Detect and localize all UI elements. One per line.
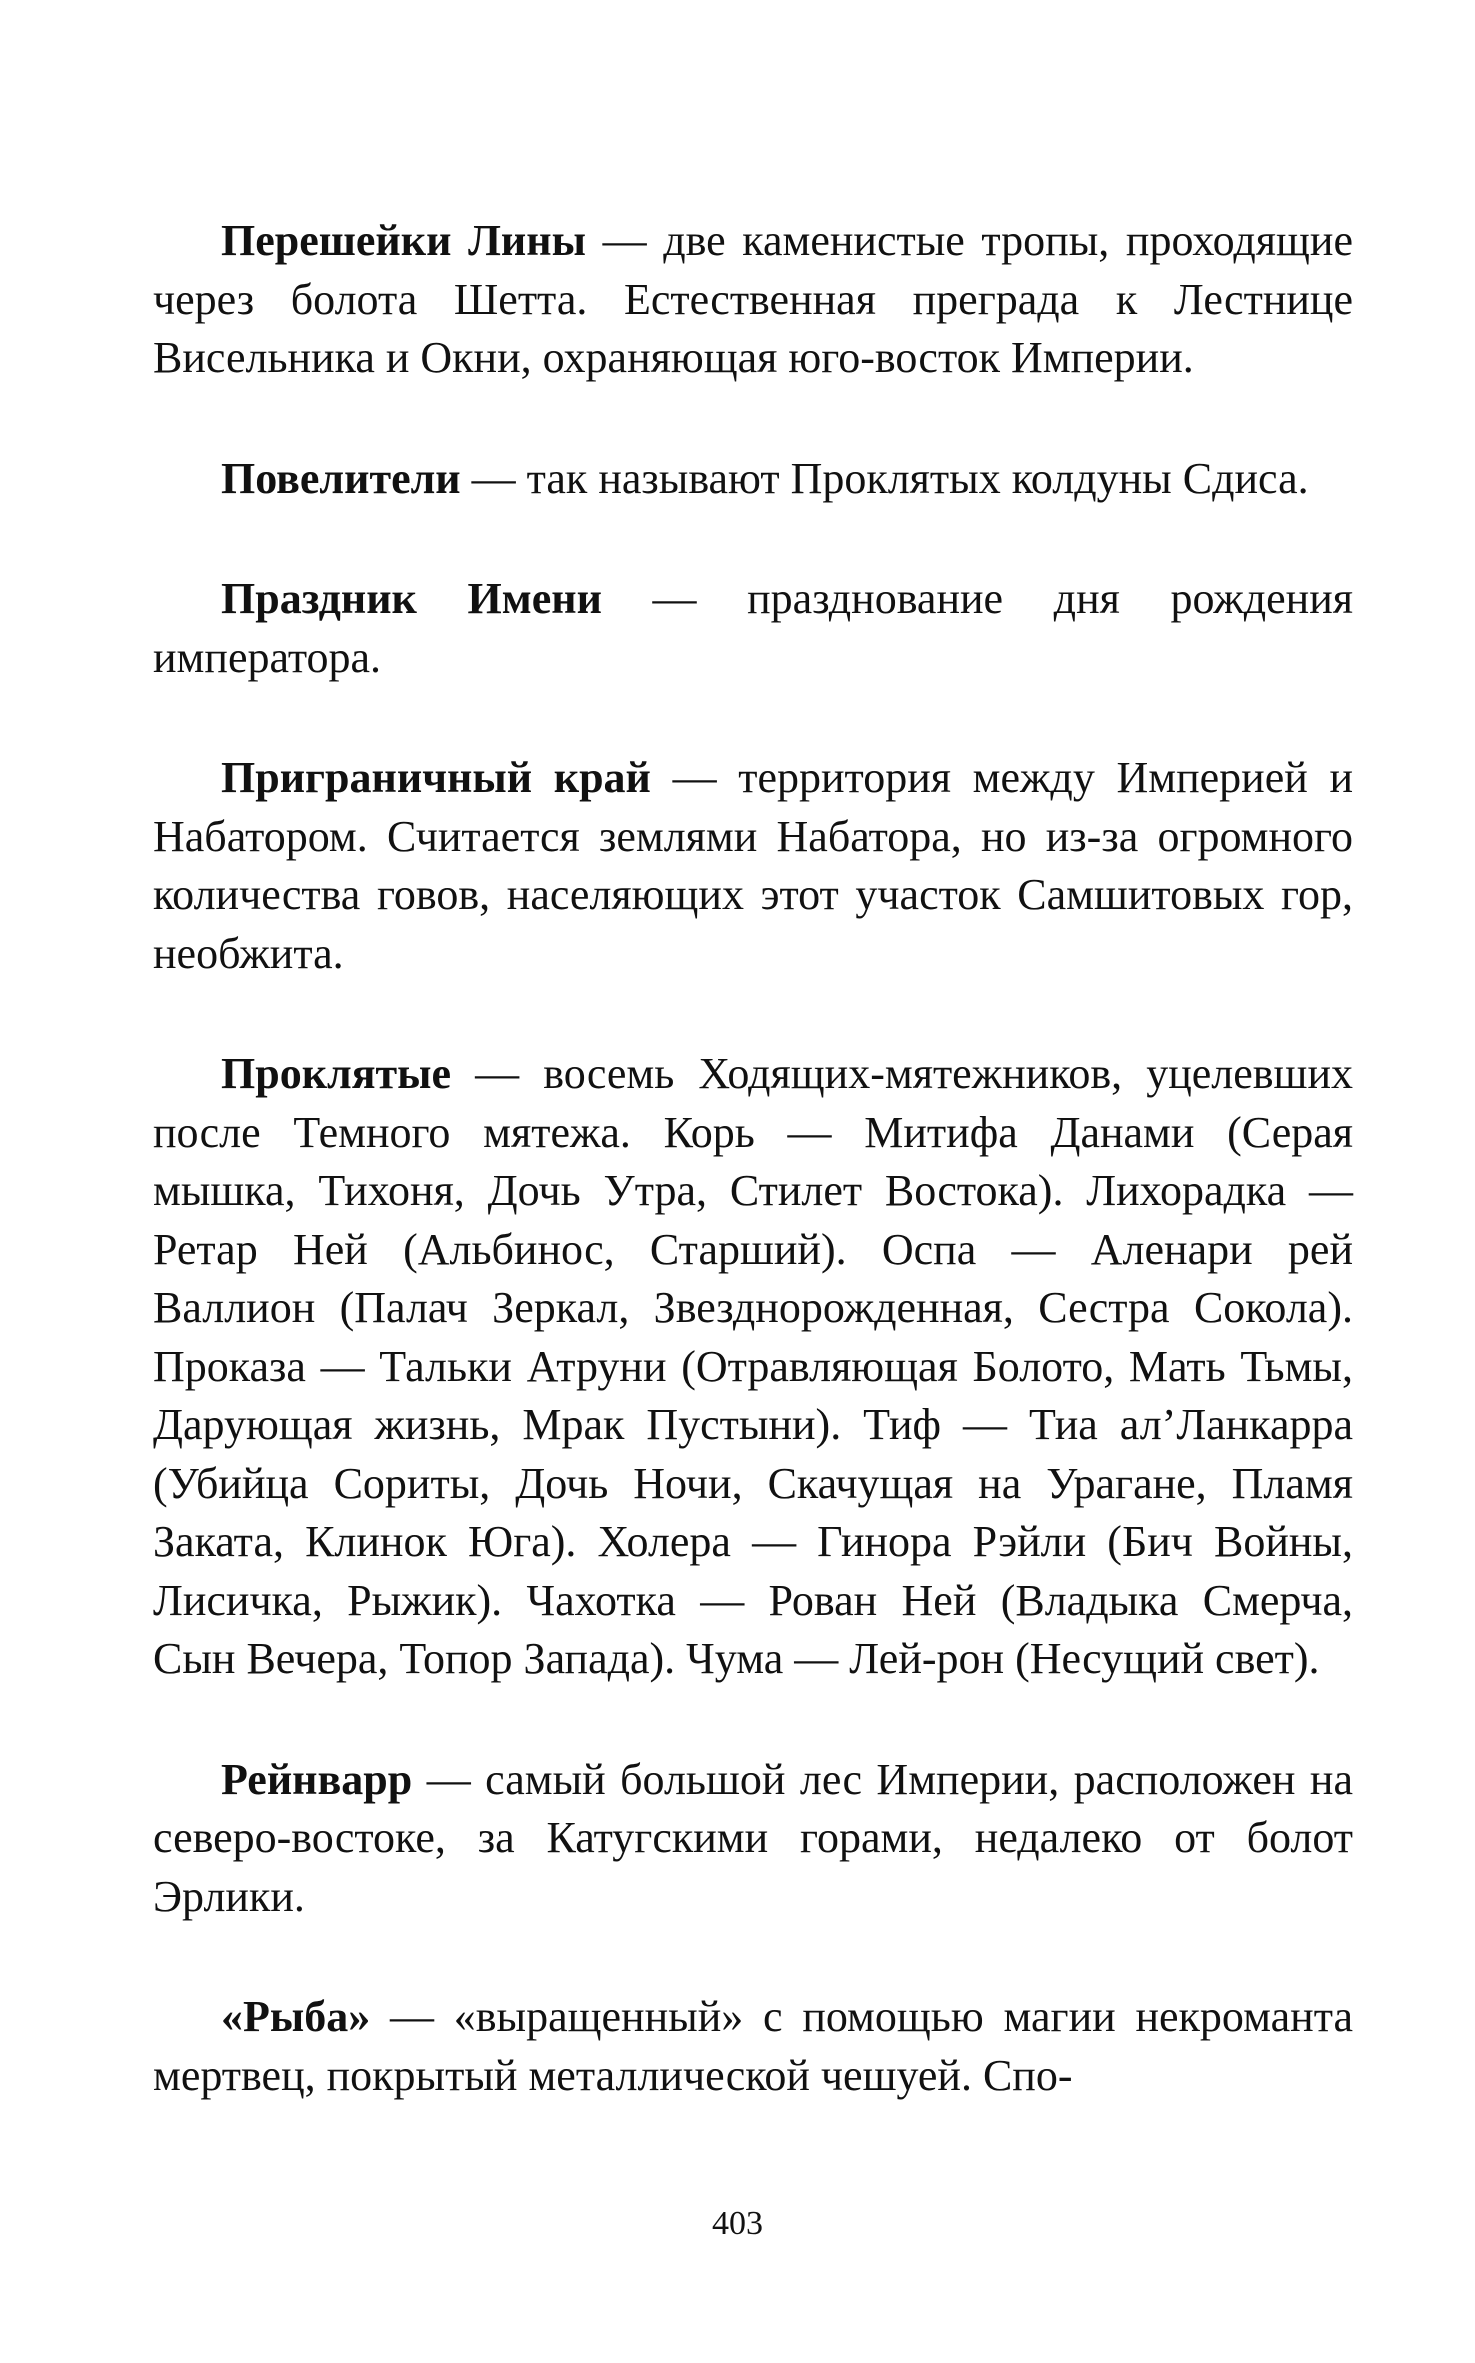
glossary-entry (153, 1751, 1353, 1927)
page-content (153, 212, 1353, 2167)
page-number: 403 (712, 2205, 763, 2242)
glossary-entry (153, 570, 1353, 687)
entry-term: Рейнварр (221, 1754, 413, 1804)
entry-term: Приграничный край (221, 753, 651, 802)
entry-text: — две каменистые тропы, проходящие через болота Шетта. Естественная преграда к Лестнице Висельника и Окни, охраняющая юго-восток Империи. (153, 216, 1353, 382)
entry-text: — самый большой лес Империи, расположен на северо-востоке, за Катугскими горами, недалеко от болот Эрлики. (153, 1754, 1353, 1921)
entry-text: — территория между Империей и Набатором. Считается землями Набатора, но из-за огромного количества говов, населяющих этот участок Самшитовых гор, необжита. (153, 753, 1354, 978)
glossary-entry (153, 749, 1353, 983)
entry-term: «Рыба» (221, 1992, 371, 2041)
glossary-entry (153, 450, 1353, 509)
entry-text: — так называют Проклятых колдуны Сдиса. (460, 453, 1309, 503)
entry-text: — восемь Ходящих-мятежников, уцелевших после Темного мятежа. Корь — Митифа Данами (Серая мышка, Тихоня, Дочь Утра, Стилет Востока). Лихорадка — Ретар Ней (Альбинос, Старший). Оспа — Аленари рей Валлион (Палач Зеркал, Звезднорожденная, Сестра Сокола). Проказа — Тальки Атруни (Отравляющая Болото, Мать Тьмы, Дарующая жизнь, Мрак Пустыни). Тиф — Тиа ал’Ланкарра (Убийца Сориты, Дочь Ночи, Скачущая на Урагане, Пламя Заката, Клинок Юга). Холера — Гинора Рэйли (Бич Войны, Лисичка, Рыжик). Чахотка — Рован Ней (Владыка Смерча, Сын Вечера, Топор Запада). Чума — Лей-рон (Несущий свет). (153, 1049, 1353, 1683)
entry-text: — «выращенный» с помощью магии некроманта мертвец, покрытый металлической чешуей. Спо- (153, 1992, 1353, 2100)
glossary-entry (153, 1045, 1353, 1689)
entry-term: Проклятые (221, 1049, 452, 1098)
entry-text: — празднование дня рождения императора. (153, 574, 1354, 682)
entry-term: Праздник Имени (221, 574, 602, 623)
entry-term: Повелители (221, 453, 461, 503)
glossary-entry (153, 1988, 1353, 2105)
glossary-entry (153, 212, 1353, 388)
entry-term: Перешейки Лины (221, 216, 586, 265)
